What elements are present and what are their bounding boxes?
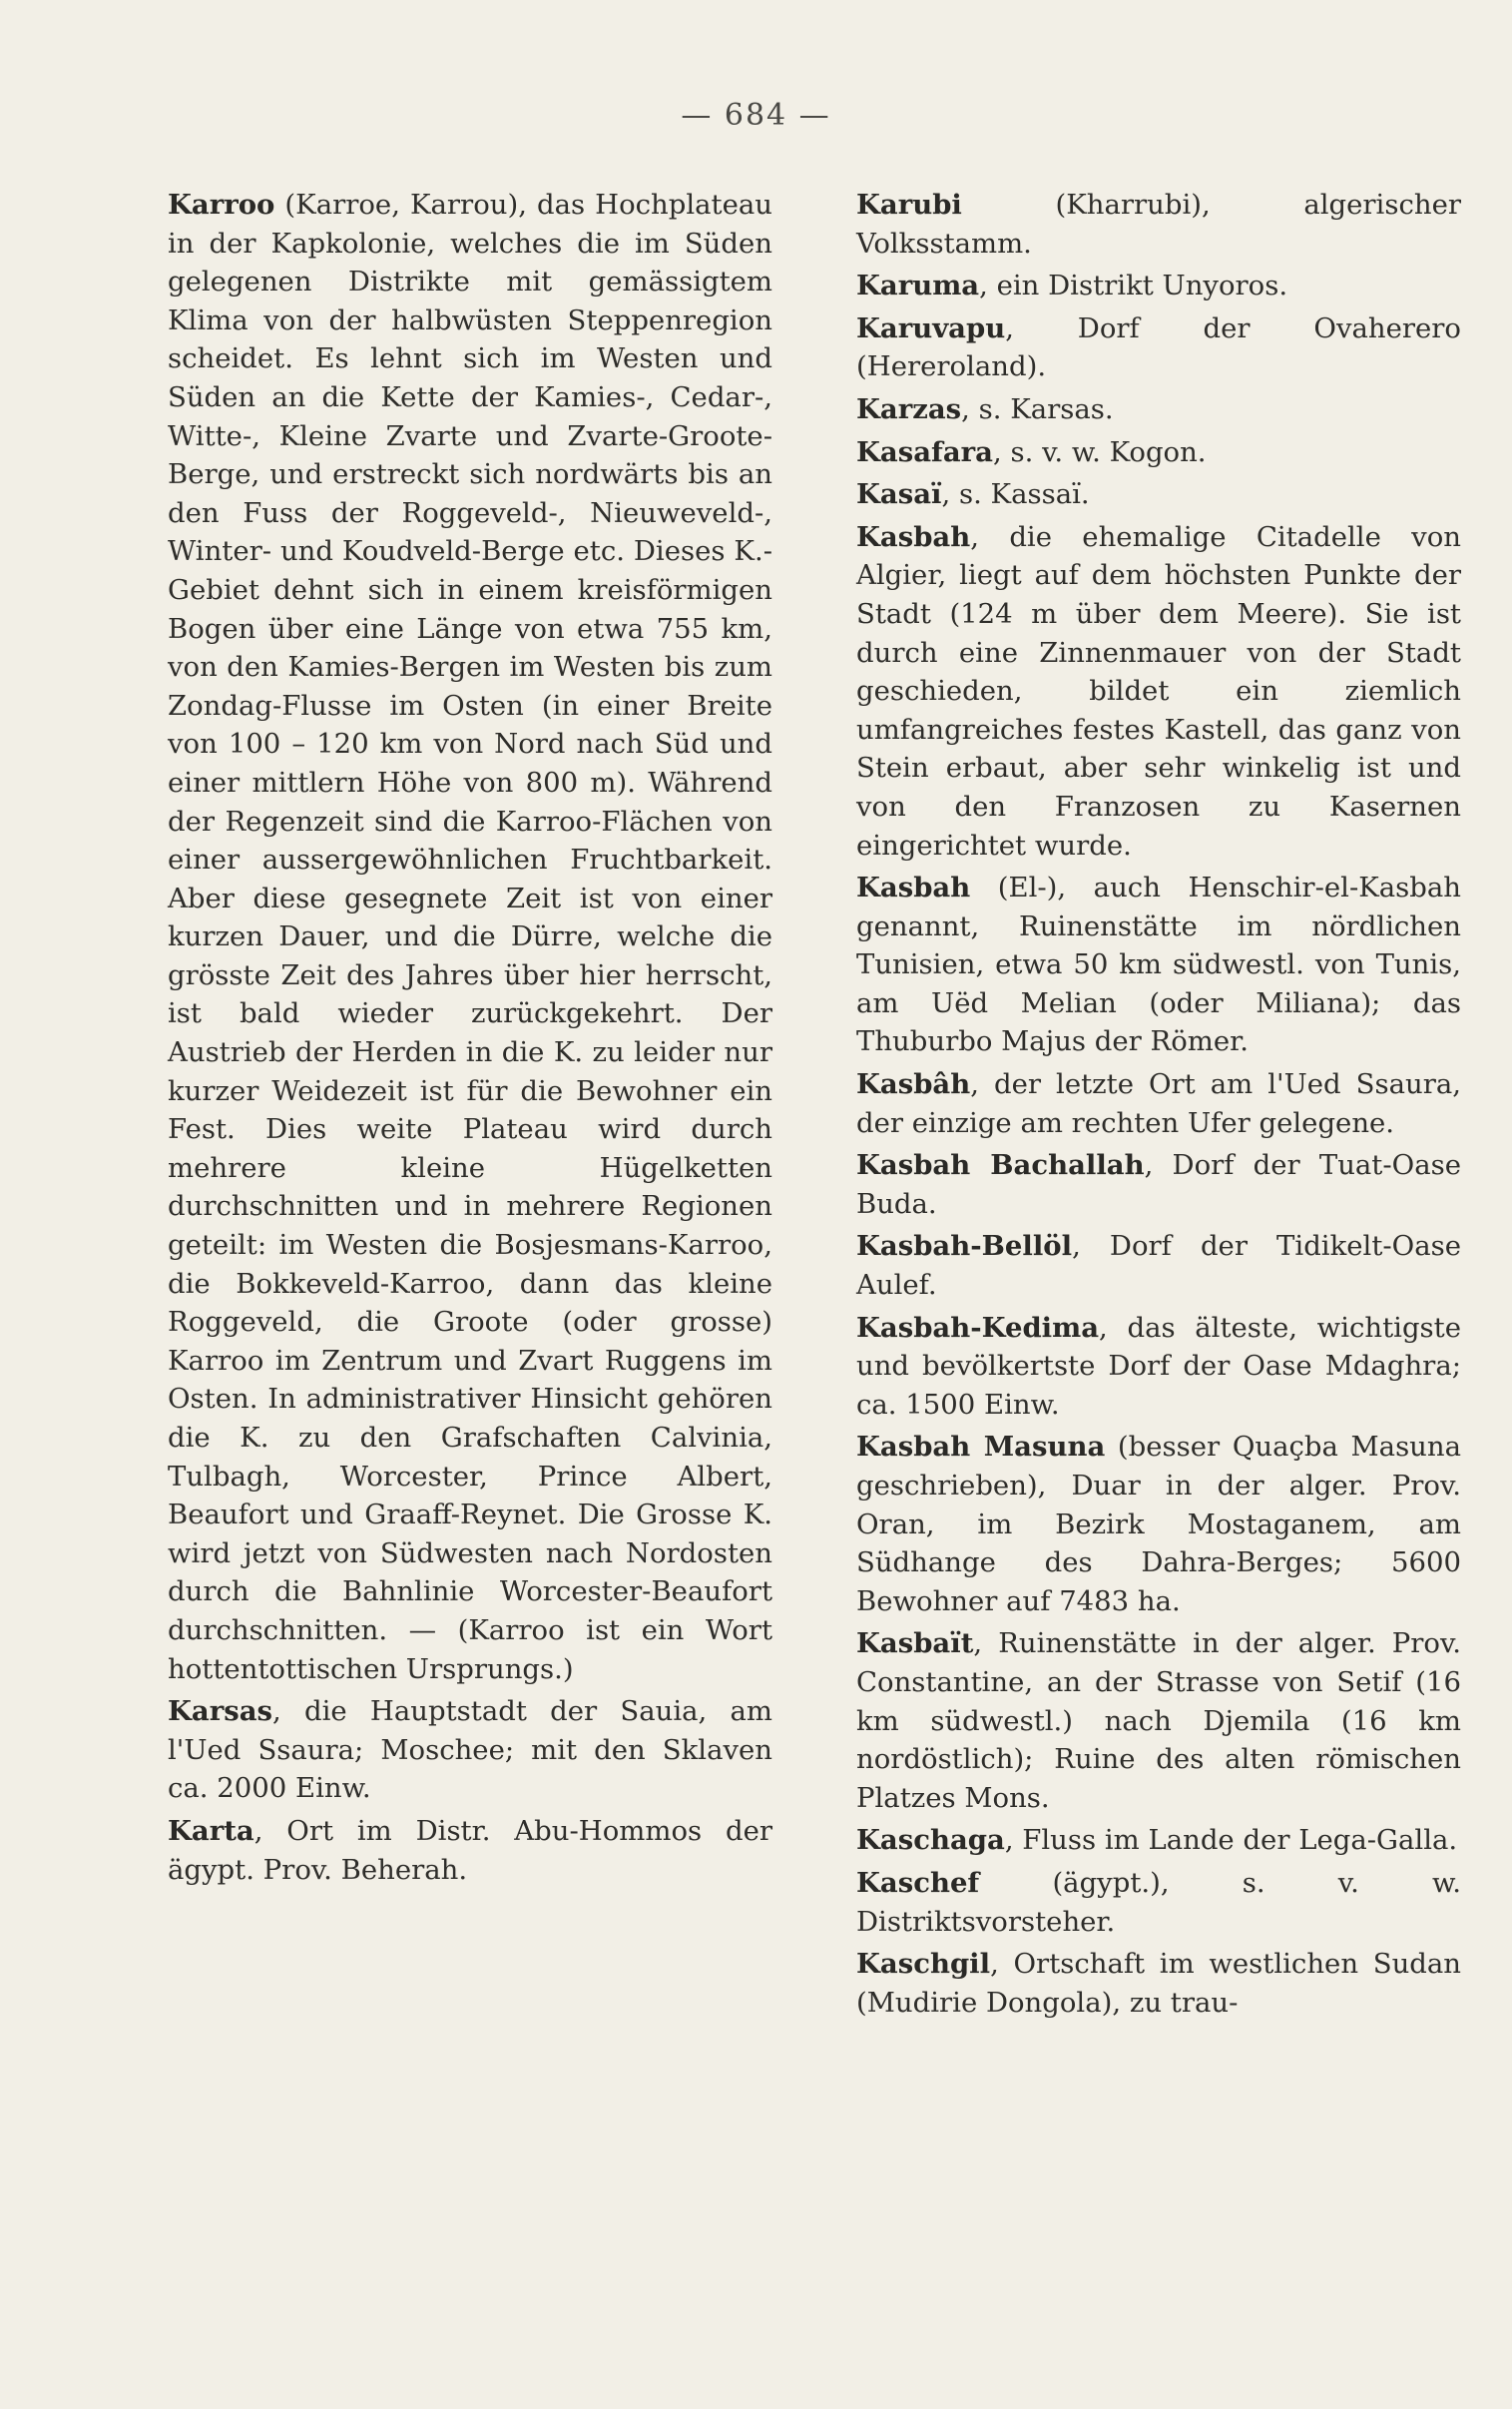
definition: , ein Distrikt Unyoros. — [979, 270, 1288, 302]
definition: , Ruinenstätte in der alger. Prov. Constantine, an der Strasse von Setif (16 km südwestl.) nach Djemila (16 km nordöstlich); Ruine des alten römischen Platzes Mons. — [856, 1627, 1461, 1814]
page-number: — 684 — — [681, 98, 831, 133]
headword: Karubi — [856, 189, 962, 221]
definition: , Dorf der Tidikelt-Oase Aulef. — [856, 1230, 1461, 1302]
entry-kaschaga — [856, 1821, 1461, 1860]
headword: Kasbah Bachallah — [856, 1149, 1145, 1182]
definition: , die Hauptstadt der Sauia, am l'Ued Ssaura; Moschee; mit den Sklaven ca. 2000 Einw. — [168, 1695, 772, 1805]
definition: , der letzte Ort am l'Ued Ssaura, der einzige am rechten Ufer gelegene. — [856, 1068, 1461, 1139]
entry-kasai — [856, 475, 1461, 514]
definition: (Karroe, Karrou), das Hochplateau in der Kapkolonie, welches die im Süden gelegenen Distrikte mit gemässigtem Klima von der halbwüsten Steppenregion scheidet. Es lehnt sich im Westen und Süden an die Kette der Kamies-, Cedar-, Witte-, Kleine Zvarte und Zvarte-Groote-Berge, und erstreckt sich nordwärts bis an den Fuss der Roggeveld-, Nieuweveld-, Winter- und Koudveld-Berge etc. Dieses K.-Gebiet dehnt sich in einem kreisförmigen Bogen über eine Länge von etwa 755 km, von den Kamies-Bergen im Westen bis zum Zondag-Flusse im Osten (in einer Breite von 100 – 120 km von Nord nach Süd und einer mittlern Höhe von 800 m). Während der Regenzeit sind die Karroo-Flächen von einer aussergewöhnlichen Fruchtbarkeit. Aber diese gesegnete Zeit ist von einer kurzen Dauer, und die Dürre, welche die grösste Zeit des Jahres über hier herrscht, ist bald wieder zurückgekehrt. Der Austrieb der Herden in die K. zu leider nur kurzer Weidezeit ist für die Bewohner ein Fest. Dies weite Plateau wird durch mehrere kleine Hügelketten durchschnitten und in mehrere Regionen geteilt: im Westen die Bosjesmans-Karroo, die Bokkeveld-Karroo, dann das kleine Roggeveld, die Groote (oder grosse) Karroo im Zentrum und Zvart Ruggens im Osten. In administrativer Hinsicht gehören die K. zu den Grafschaften Calvinia, Tulbagh, Worcester, Prince Albert, Beaufort und Graaff-Reynet. Die Grosse K. wird jetzt von Südwesten nach Nordosten durch die Bahnlinie Worcester-Beaufort durchschnitten. — (Karroo ist ein Wort hottentottischen Ursprungs.) — [168, 189, 772, 1685]
headword: Kasbaït — [856, 1627, 974, 1660]
headword: Karzas — [856, 392, 962, 425]
entry-karroo — [168, 186, 772, 1688]
entry-kasbah-masuna — [856, 1428, 1461, 1620]
headword: Karuvapu — [856, 311, 1006, 344]
definition: (ägypt.), s. v. w. Distriktsvorsteher. — [856, 1866, 1461, 1938]
entry-kaschgil — [856, 1945, 1461, 2022]
headword: Kasbah — [856, 872, 971, 904]
headword: Kaschaga — [856, 1824, 1005, 1857]
headword: Karsas — [168, 1695, 272, 1728]
definition: , Dorf der Ovaherero (Hereroland). — [856, 311, 1461, 383]
headword: Kasbah-Bellöl — [856, 1230, 1073, 1263]
headword: Kasafara — [856, 435, 993, 468]
entry-kasbah-el — [856, 869, 1461, 1061]
entry-karuvapu — [856, 309, 1461, 386]
entry-kasbah-kedima — [856, 1309, 1461, 1425]
definition: (El-), auch Henschir-el-Kasbah genannt, Ruinenstätte im nördlichen Tunisien, etwa 50 km südwestl. von Tunis, am Uëd Melian (oder Miliana); das Thuburbo Majus der Römer. — [856, 872, 1461, 1058]
definition: , die ehemalige Citadelle von Algier, liegt auf dem höchsten Punkte der Stadt (124 m über dem Meere). Sie ist durch eine Zinnenmauer von der Stadt geschieden, bildet ein ziemlich umfangreiches festes Kastell, das ganz von Stein erbaut, aber sehr winkelig ist und von den Franzosen zu Kasernen eingerichtet wurde. — [856, 520, 1461, 862]
definition: , Dorf der Tuat-Oase Buda. — [856, 1149, 1461, 1220]
entry-karzas — [856, 390, 1461, 429]
definition: , s. Kassaï. — [941, 478, 1090, 511]
definition: (Kharrubi), algerischer Volksstamm. — [856, 189, 1461, 260]
entry-karuma — [856, 267, 1461, 305]
headword: Kasbah-Kedima — [856, 1311, 1100, 1344]
left-column — [168, 186, 772, 1893]
headword: Karuma — [856, 270, 980, 302]
definition: , Ortschaft im westlichen Sudan (Mudirie Dongola), zu trau- — [856, 1948, 1461, 2019]
headword: Kasbah — [856, 520, 971, 553]
entry-kasbah-citadel — [856, 518, 1461, 865]
entry-kasbait — [856, 1624, 1461, 1817]
definition: , das älteste, wichtigste und bevölkertste Dorf der Oase Mdaghra; ca. 1500 Einw. — [856, 1311, 1461, 1421]
entry-karta — [168, 1812, 772, 1889]
entry-kasbah-bachallah — [856, 1146, 1461, 1223]
entry-kasbah-ssaura — [856, 1065, 1461, 1142]
right-column — [856, 186, 1461, 2026]
entry-kasafara — [856, 433, 1461, 472]
definition: , Ort im Distr. Abu-Hommos der ägypt. Prov. Beherah. — [168, 1814, 772, 1886]
entry-karsas — [168, 1692, 772, 1808]
entry-kaschef — [856, 1864, 1461, 1941]
headword: Karta — [168, 1814, 254, 1847]
definition: (besser Quaçba Masuna geschrieben), Duar in der alger. Prov. Oran, im Bezirk Mostaganem, am Südhange des Dahra-Berges; 5600 Bewohner auf 7483 ha. — [856, 1431, 1462, 1617]
headword: Kaschef — [856, 1866, 980, 1899]
definition: , s. Karsas. — [961, 392, 1114, 425]
entry-karubi — [856, 186, 1461, 263]
headword: Karroo — [168, 189, 275, 221]
entry-kasbah-bellol — [856, 1227, 1461, 1304]
definition: , Fluss im Lande der Lega-Galla. — [1004, 1824, 1458, 1857]
headword: Kasbah Masuna — [856, 1431, 1106, 1464]
headword: Kasbâh — [856, 1068, 971, 1101]
headword: Kasaï — [856, 478, 942, 511]
headword: Kaschgil — [856, 1948, 991, 1981]
definition: , s. v. w. Kogon. — [992, 435, 1207, 468]
